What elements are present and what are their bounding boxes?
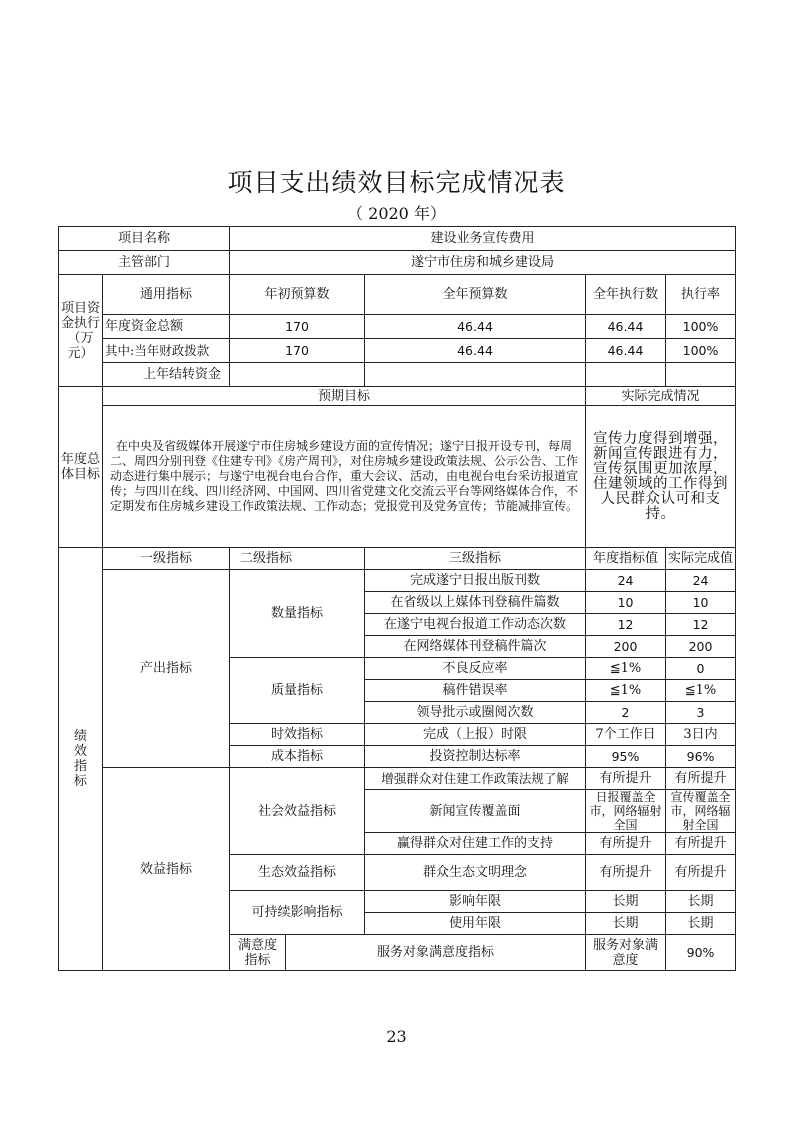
indicator-name: 在遂宁电视台报道工作动态次数 bbox=[365, 614, 586, 636]
satisfaction-indicator-label: 满意度指标 bbox=[230, 935, 286, 971]
indicator-name: 在省级以上媒体刊登稿件篇数 bbox=[365, 592, 586, 614]
target-value-header: 年度指标值 bbox=[586, 548, 666, 570]
indicator-target: 24 bbox=[586, 570, 666, 592]
actual-goal-header: 实际完成情况 bbox=[586, 387, 736, 406]
indicator-actual: 0 bbox=[666, 658, 736, 680]
benefit-indicator-label: 效益指标 bbox=[103, 768, 230, 971]
social-indicator-label: 社会效益指标 bbox=[230, 768, 365, 855]
expected-goal-text: 在中央及省级媒体开展遂宁市住房城乡建设方面的宣传情况；遂宁日报开设专刊，每周二、周四分别刊登《住建专刊》《房产周刊》，对住房城乡建设政策法规、公示公告、工作动态进行集中展示；与遂宁电视台电台合作，重大会议、活动，由电视台电台采访报道宣传；与四川在线、四川经济网、中国网、四川省党建文化交流云平台等网络媒体合作，不定期发布住房城乡建设工作政策法规、工作动态；党报党刊及党务宣传；节能减排宣传。 bbox=[103, 406, 586, 548]
indicator-name: 完成（上报）时限 bbox=[365, 724, 586, 746]
level3-header: 三级指标 bbox=[365, 548, 586, 570]
funds-initial-value: 170 bbox=[230, 315, 365, 339]
quality-indicator-label: 质量指标 bbox=[230, 658, 365, 724]
indicator-actual: 96% bbox=[666, 746, 736, 768]
goals-content-row bbox=[59, 406, 736, 548]
sustainable-indicator-label: 可持续影响指标 bbox=[230, 891, 365, 935]
funds-row-label: 上年结转资金 bbox=[103, 363, 230, 387]
indicator-target: 12 bbox=[586, 614, 666, 636]
funds-annual-value: 46.44 bbox=[365, 315, 586, 339]
indicator-actual: 长期 bbox=[666, 891, 736, 913]
indicator-name: 群众生态文明理念 bbox=[365, 855, 586, 891]
indicator-name: 新闻宣传覆盖面 bbox=[365, 790, 586, 833]
indicator-target: 2 bbox=[586, 702, 666, 724]
indicator-target: ≦1% bbox=[586, 680, 666, 702]
project-name-value: 建设业务宣传费用 bbox=[230, 227, 736, 251]
output-indicator-label: 产出指标 bbox=[103, 570, 230, 768]
indicator-actual: 12 bbox=[666, 614, 736, 636]
indicator-actual: 有所提升 bbox=[666, 855, 736, 891]
indicator-target: 长期 bbox=[586, 913, 666, 935]
indicator-actual: 3 bbox=[666, 702, 736, 724]
indicator-row bbox=[59, 570, 736, 592]
funds-row-label: 年度资金总额 bbox=[103, 315, 230, 339]
funds-executed-value: 46.44 bbox=[586, 339, 666, 363]
indicator-actual: 宣传覆盖全市，网络辐射全国 bbox=[666, 790, 736, 833]
performance-table bbox=[58, 226, 736, 971]
indicator-actual: 10 bbox=[666, 592, 736, 614]
indicator-actual: 有所提升 bbox=[666, 833, 736, 855]
page-number: 23 bbox=[386, 1027, 407, 1046]
ecological-indicator-label: 生态效益指标 bbox=[230, 855, 365, 891]
funds-initial-value: 170 bbox=[230, 339, 365, 363]
indicator-name: 完成遂宁日报出版刊数 bbox=[365, 570, 586, 592]
page-title: 项目支出绩效目标完成情况表 bbox=[227, 168, 566, 197]
indicators-header-row bbox=[59, 548, 736, 570]
level1-header: 一级指标 bbox=[103, 548, 230, 570]
funds-row-label: 其中:当年财政拨款 bbox=[103, 339, 230, 363]
funds-header-annual: 全年预算数 bbox=[365, 275, 586, 315]
indicator-target: 7个工作日 bbox=[586, 724, 666, 746]
indicator-name: 增强群众对住建工作政策法规了解 bbox=[365, 768, 586, 790]
funds-initial-value bbox=[230, 363, 365, 387]
funds-annual-value: 46.44 bbox=[365, 339, 586, 363]
goals-header-row bbox=[59, 387, 736, 406]
indicator-target: 有所提升 bbox=[586, 768, 666, 790]
timeliness-indicator-label: 时效指标 bbox=[230, 724, 365, 746]
funds-header-rate: 执行率 bbox=[666, 275, 736, 315]
project-name-label: 项目名称 bbox=[59, 227, 230, 251]
indicator-row bbox=[59, 768, 736, 790]
indicators-label: 绩效指标 bbox=[73, 729, 87, 789]
indicator-name: 投资控制达标率 bbox=[365, 746, 586, 768]
indicator-actual: 有所提升 bbox=[666, 768, 736, 790]
actual-goal-text: 宣传力度得到增强，新闻宣传跟进有力，宣传氛围更加浓厚，住建领域的工作得到人民群众认可和支持。 bbox=[586, 406, 736, 548]
dept-row bbox=[59, 251, 736, 275]
indicators-section-label bbox=[59, 548, 103, 971]
indicator-actual: ≦1% bbox=[666, 680, 736, 702]
funds-rate-value: 100% bbox=[666, 339, 736, 363]
indicator-actual: 200 bbox=[666, 636, 736, 658]
dept-label: 主管部门 bbox=[59, 251, 230, 275]
funds-row bbox=[59, 315, 736, 339]
funds-corner-label: 通用指标 bbox=[103, 275, 230, 315]
year-subtitle: （ 2020 年） bbox=[347, 204, 446, 223]
indicator-target: ≦1% bbox=[586, 658, 666, 680]
indicator-name: 不良反应率 bbox=[365, 658, 586, 680]
indicator-actual: 3日内 bbox=[666, 724, 736, 746]
satisfaction-sub-label: 服务对象满意度指标 bbox=[286, 935, 586, 971]
funds-row bbox=[59, 339, 736, 363]
funds-annual-value bbox=[365, 363, 586, 387]
indicator-name: 影响年限 bbox=[365, 891, 586, 913]
funds-section-label: 项目资金执行（万元） bbox=[59, 275, 103, 387]
indicator-name: 稿件错误率 bbox=[365, 680, 586, 702]
indicator-target: 200 bbox=[586, 636, 666, 658]
indicator-name: 服务对象满意度 bbox=[586, 935, 666, 971]
quantity-indicator-label: 数量指标 bbox=[230, 570, 365, 658]
indicator-target: 有所提升 bbox=[586, 833, 666, 855]
indicator-target: 长期 bbox=[586, 891, 666, 913]
indicator-target: 95% bbox=[586, 746, 666, 768]
indicator-name: 使用年限 bbox=[365, 913, 586, 935]
project-name-row bbox=[59, 227, 736, 251]
indicator-name: 领导批示或圈阅次数 bbox=[365, 702, 586, 724]
indicator-actual: 长期 bbox=[666, 913, 736, 935]
indicator-name: 在网络媒体刊登稿件篇次 bbox=[365, 636, 586, 658]
indicator-target: 90% bbox=[666, 935, 736, 971]
goals-section-label: 年度总体目标 bbox=[59, 387, 103, 548]
indicator-target: 10 bbox=[586, 592, 666, 614]
indicator-target: 有所提升 bbox=[586, 855, 666, 891]
cost-indicator-label: 成本指标 bbox=[230, 746, 365, 768]
funds-rate-value: 100% bbox=[666, 315, 736, 339]
dept-value: 遂宁市住房和城乡建设局 bbox=[230, 251, 736, 275]
funds-header-row bbox=[59, 275, 736, 315]
indicator-name: 赢得群众对住建工作的支持 bbox=[365, 833, 586, 855]
funds-executed-value bbox=[586, 363, 666, 387]
funds-header-executed: 全年执行数 bbox=[586, 275, 666, 315]
indicator-target: 日报覆盖全市，网络辐射全国 bbox=[586, 790, 666, 833]
funds-executed-value: 46.44 bbox=[586, 315, 666, 339]
indicator-actual: 24 bbox=[666, 570, 736, 592]
expected-goal-header: 预期目标 bbox=[103, 387, 586, 406]
funds-rate-value bbox=[666, 363, 736, 387]
actual-value-header: 实际完成值 bbox=[666, 548, 736, 570]
funds-row bbox=[59, 363, 736, 387]
funds-header-initial: 年初预算数 bbox=[230, 275, 365, 315]
level2-header: 二级指标 bbox=[230, 548, 365, 570]
